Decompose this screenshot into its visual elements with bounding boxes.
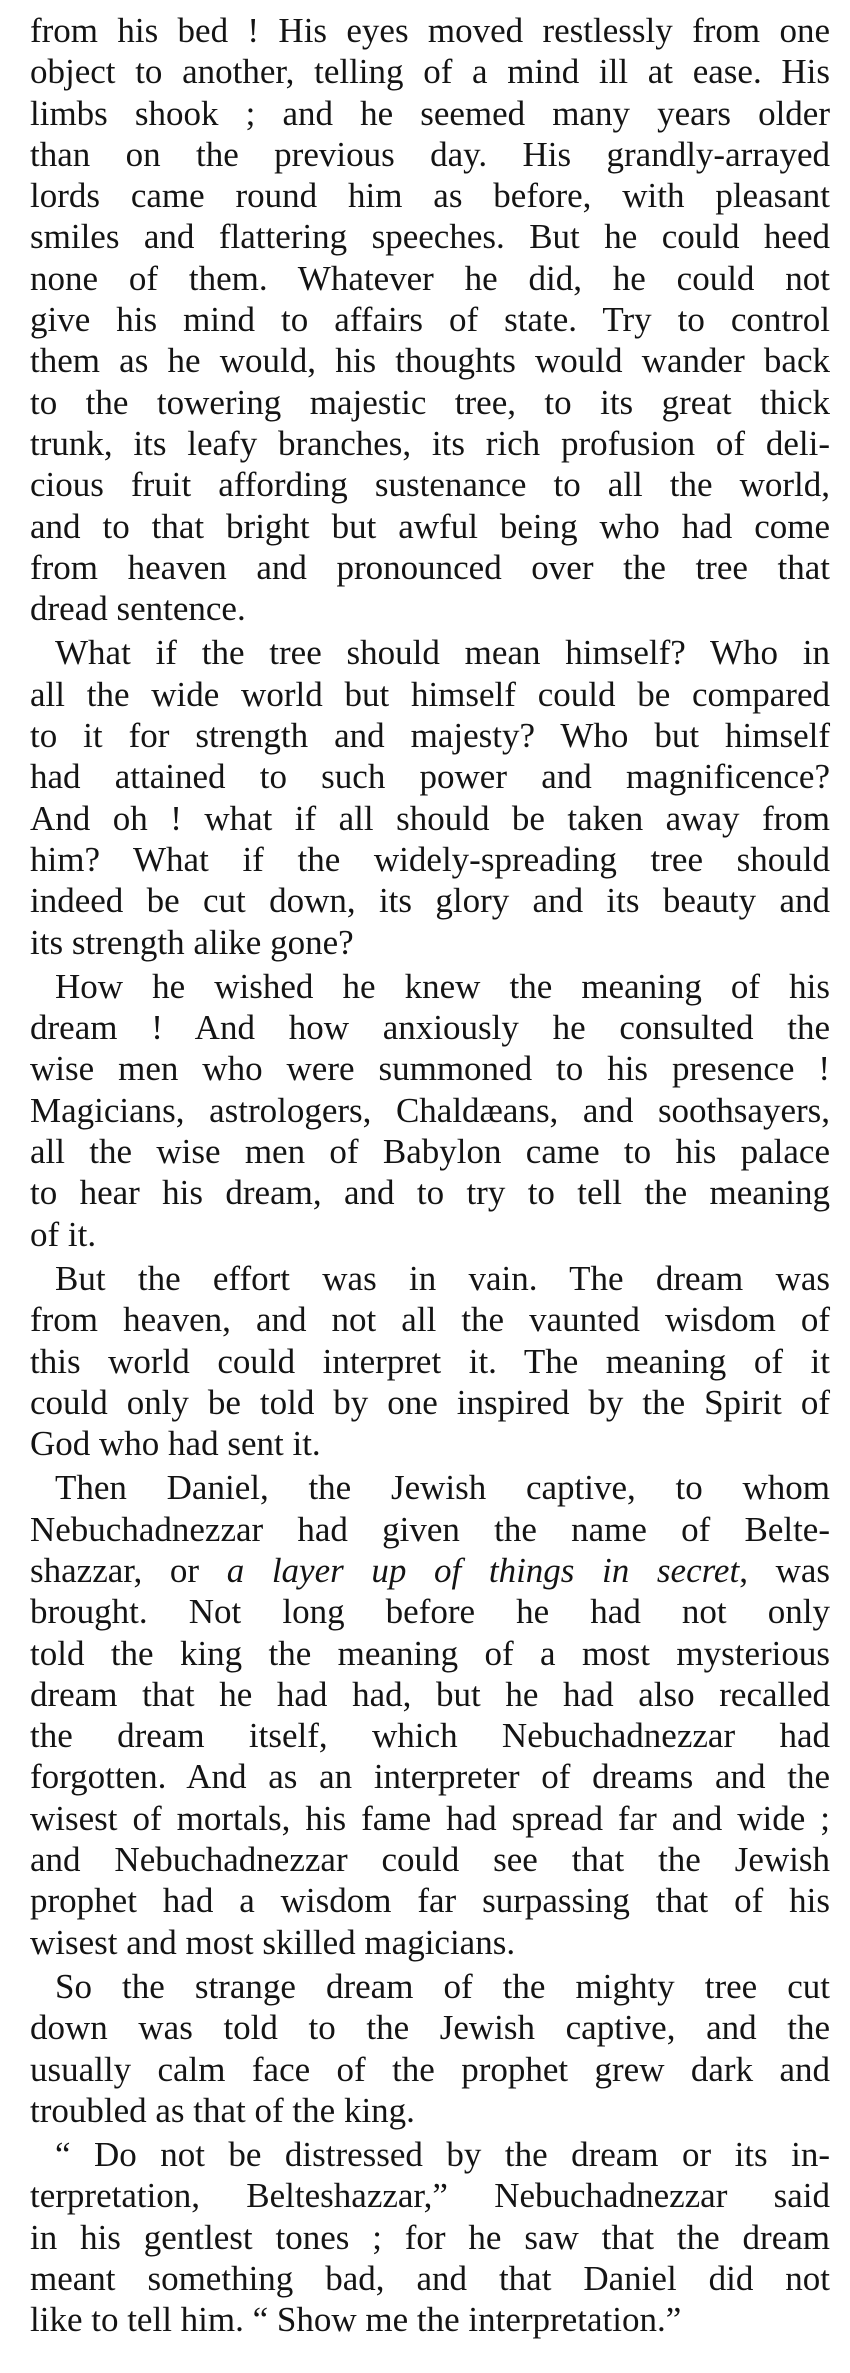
text-line: wisest of mortals, his fame had spread far and wide ;	[30, 1798, 830, 1838]
text-line: smiles and flattering speeches. But he could heed	[30, 217, 830, 257]
text-line: brought. Not long before he had not only	[30, 1592, 830, 1632]
text-line: from heaven, and not all the vaunted wisdom of	[30, 1300, 830, 1340]
paragraph-7	[30, 2134, 830, 2340]
text-line: How he wished he knew the meaning of his	[55, 966, 830, 1006]
text-line: him? What if the widely-spreading tree should	[30, 839, 830, 879]
text-line: and to that bright but awful being who had come	[30, 506, 830, 546]
text-line: forgotten. And as an interpreter of dreams and the	[30, 1757, 830, 1797]
text-line: dream ! And how anxiously he consulted the	[30, 1008, 830, 1048]
text-line: none of them. Whatever he did, he could not	[30, 258, 830, 298]
text-line: than on the previous day. His grandly-arrayed	[30, 134, 830, 174]
paragraph-2	[30, 632, 830, 962]
text-line: this world could interpret it. The meaning of it	[30, 1341, 830, 1381]
text-line: had attained to such power and magnificence?	[30, 757, 830, 797]
text-line: and Nebuchadnezzar could see that the Jewish	[30, 1840, 830, 1880]
text-line: in his gentlest tones ; for he saw that the dream	[30, 2217, 830, 2257]
text-line: cious fruit affording sustenance to all the world,	[30, 465, 830, 505]
text-line: object to another, telling of a mind ill at ease. His	[30, 52, 830, 92]
book-page	[30, 10, 830, 2341]
italic-phrase: a layer up of things in secret	[226, 1550, 740, 1590]
text-line: dream that he had had, but he had also recalled	[30, 1674, 830, 1714]
text-line: to hear his dream, and to try to tell the meaning	[30, 1173, 830, 1213]
text-line: God who had sent it.	[30, 1424, 321, 1464]
text-line-with-italic	[30, 1550, 830, 1591]
text-line: down was told to the Jewish captive, and the	[30, 2008, 830, 2048]
text-line: terpretation, Belteshazzar,” Nebuchadnezzar said	[30, 2176, 830, 2216]
text-line: wisest and most skilled magicians.	[30, 1922, 516, 1962]
text-line: from heaven and pronounced over the tree that	[30, 547, 830, 587]
text-line: “ Do not be distressed by the dream or its in-	[55, 2135, 830, 2175]
text-line: usually calm face of the prophet grew dark and	[30, 2049, 830, 2089]
text-line: lords came round him as before, with pleasant	[30, 176, 830, 216]
text-line: limbs shook ; and he seemed many years older	[30, 93, 830, 133]
text-line: the dream itself, which Nebuchadnezzar had	[30, 1716, 830, 1756]
text-line: meant something bad, and that Daniel did not	[30, 2259, 830, 2299]
text-line: trunk, its leafy branches, its rich profusion of deli-	[30, 423, 830, 463]
text-line: of it.	[30, 1214, 97, 1254]
text-line: Nebuchadnezzar had given the name of Belte-	[30, 1509, 830, 1549]
text-line: told the king the meaning of a most mysterious	[30, 1633, 830, 1673]
text-segment: shazzar, or	[30, 1550, 227, 1590]
text-line: And oh ! what if all should be taken away from	[30, 798, 830, 838]
paragraph-6	[30, 1966, 830, 2131]
text-line: Magicians, astrologers, Chaldæans, and soothsayers,	[30, 1090, 830, 1130]
text-line: Then Daniel, the Jewish captive, to whom	[55, 1468, 830, 1508]
text-line: What if the tree should mean himself? Who in	[55, 633, 830, 673]
text-line: like to tell him. “ Show me the interpretation.”	[30, 2300, 682, 2340]
text-line: But the effort was in vain. The dream was	[55, 1258, 830, 1298]
text-line: prophet had a wisdom far surpassing that of his	[30, 1881, 830, 1921]
text-line: from his bed ! His eyes moved restlessly from one	[30, 11, 830, 50]
paragraph-4	[30, 1258, 830, 1464]
text-line: dread sentence.	[30, 589, 246, 629]
text-line: to it for strength and majesty? Who but himself	[30, 716, 830, 756]
text-line: could only be told by one inspired by the Spirit of	[30, 1382, 830, 1422]
text-line: So the strange dream of the mighty tree cut	[55, 1966, 830, 2006]
text-line: its strength alike gone?	[30, 922, 354, 962]
text-line: all the wide world but himself could be compared	[30, 674, 830, 714]
paragraph-1	[30, 10, 830, 629]
text-segment: , was	[739, 1550, 831, 1590]
text-line: wise men who were summoned to his presence !	[30, 1049, 830, 1089]
text-line: all the wise men of Babylon came to his palace	[30, 1132, 830, 1172]
paragraph-3	[30, 966, 830, 1255]
text-line: give his mind to affairs of state. Try to control	[30, 300, 830, 340]
text-line: them as he would, his thoughts would wander back	[30, 341, 830, 381]
text-line: to the towering majestic tree, to its great thick	[30, 382, 830, 422]
text-line: troubled as that of the king.	[30, 2090, 415, 2130]
text-line: indeed be cut down, its glory and its beauty and	[30, 881, 830, 921]
paragraph-5	[30, 1467, 830, 1963]
